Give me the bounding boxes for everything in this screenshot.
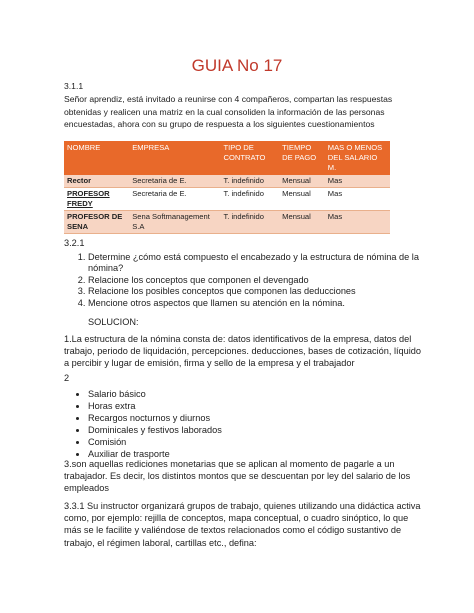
table-row: [64, 175, 390, 188]
solucion-heading: SOLUCION:: [88, 317, 139, 327]
list-item: • Salario básico: [88, 388, 388, 400]
table-cell: T. indefinido: [220, 188, 279, 211]
list-item: • Comisión: [88, 436, 388, 448]
table-header-cell: TIPO DE CONTRATO: [220, 141, 279, 175]
answer-3: 3.son aquellas rediciones monetarias que se aplican al momento de pagarle a un trabajador. Es decir, los distintos montos que se descuentan por ley del salario de los empleados: [64, 459, 411, 494]
table-cell: T. indefinido: [220, 175, 279, 188]
table-cell: Sena Softmanagement S.A: [129, 211, 220, 234]
page-title: GUIA No 17: [191, 56, 283, 75]
table-cell: Rector: [64, 175, 129, 188]
table-header-cell: TIEMPO DE PAGO: [279, 141, 325, 175]
survey-table: [64, 141, 390, 234]
table-cell: Mas: [325, 175, 390, 188]
list-item: • Horas extra: [88, 400, 388, 412]
table-cell: Mas: [325, 211, 390, 234]
table-header-cell: MAS O MENOS DEL SALARIO M.: [325, 141, 390, 175]
table-header-cell: EMPRESA: [129, 141, 220, 175]
table-cell: Mensual: [279, 175, 325, 188]
table-cell: Mas: [325, 188, 390, 211]
table-row: [64, 188, 390, 211]
table-cell: T. indefinido: [220, 211, 279, 234]
table-cell: Mensual: [279, 188, 325, 211]
list-item: • Dominicales y festivos laborados: [88, 424, 388, 436]
table-cell: PROFESOR DE SENA: [64, 211, 129, 234]
section-3-3-1-text: 3.3.1 Su instructor organizará grupos de trabajo, quienes utilizando una didáctica activa como, por ejemplo: rejilla de conceptos, mapa conceptual, o cuadro sinóptico, lo que más se le facilite y valiéndose de textos relacionados como el código sustantivo de trabajo, el régimen laboral, cartillas etc., defina:: [64, 501, 421, 548]
list-item: 4. Mencione otros aspectos que llamen su atención en la nómina.: [88, 298, 448, 309]
list-item: 1. Determine ¿cómo está compuesto el encabezado y la estructura de nómina de la nómina?: [88, 252, 448, 275]
list-item: • Recargos nocturnos y diurnos: [88, 412, 388, 424]
section-3-2-1-number: 3.2.1: [64, 238, 85, 248]
table-header-cell: NOMBRE: [64, 141, 129, 175]
answer-1: 1.La estructura de la nómina consta de: datos identificativos de la empresa, datos del trabajo, periodo de liquidación, percepciones. deducciones, bases de cotización, líquido a percibir y lugar de emisión, firma y sello de la empresa y el trabajador: [64, 334, 422, 369]
table-header-row: [64, 141, 390, 175]
questions-list: [64, 252, 448, 309]
devengado-list: [64, 388, 388, 460]
list-item: 3. Relacione los posibles conceptos que componen las deducciones: [88, 286, 448, 297]
list-item: • Auxiliar de trasporte: [88, 448, 388, 460]
table-row: [64, 211, 390, 234]
table-cell: Mensual: [279, 211, 325, 234]
list-item: 2. Relacione los conceptos que componen el devengado: [88, 275, 448, 286]
section-3-1-1-number: 3.1.1: [64, 81, 84, 91]
table-cell: PROFESOR FREDY: [64, 188, 129, 211]
table-cell: Secretaria de E.: [129, 175, 220, 188]
section-3-1-1-text: Señor aprendiz, está invitado a reunirse con 4 compañeros, compartan las respuestas obtenidas y realicen una matriz en la cual consoliden la información de las personas encuestadas, ahora con su grupo de respuesta a los siguientes cuestionamientos: [64, 94, 393, 129]
answer-2-number: 2: [64, 373, 70, 383]
table-cell: Secretaria de E.: [129, 188, 220, 211]
